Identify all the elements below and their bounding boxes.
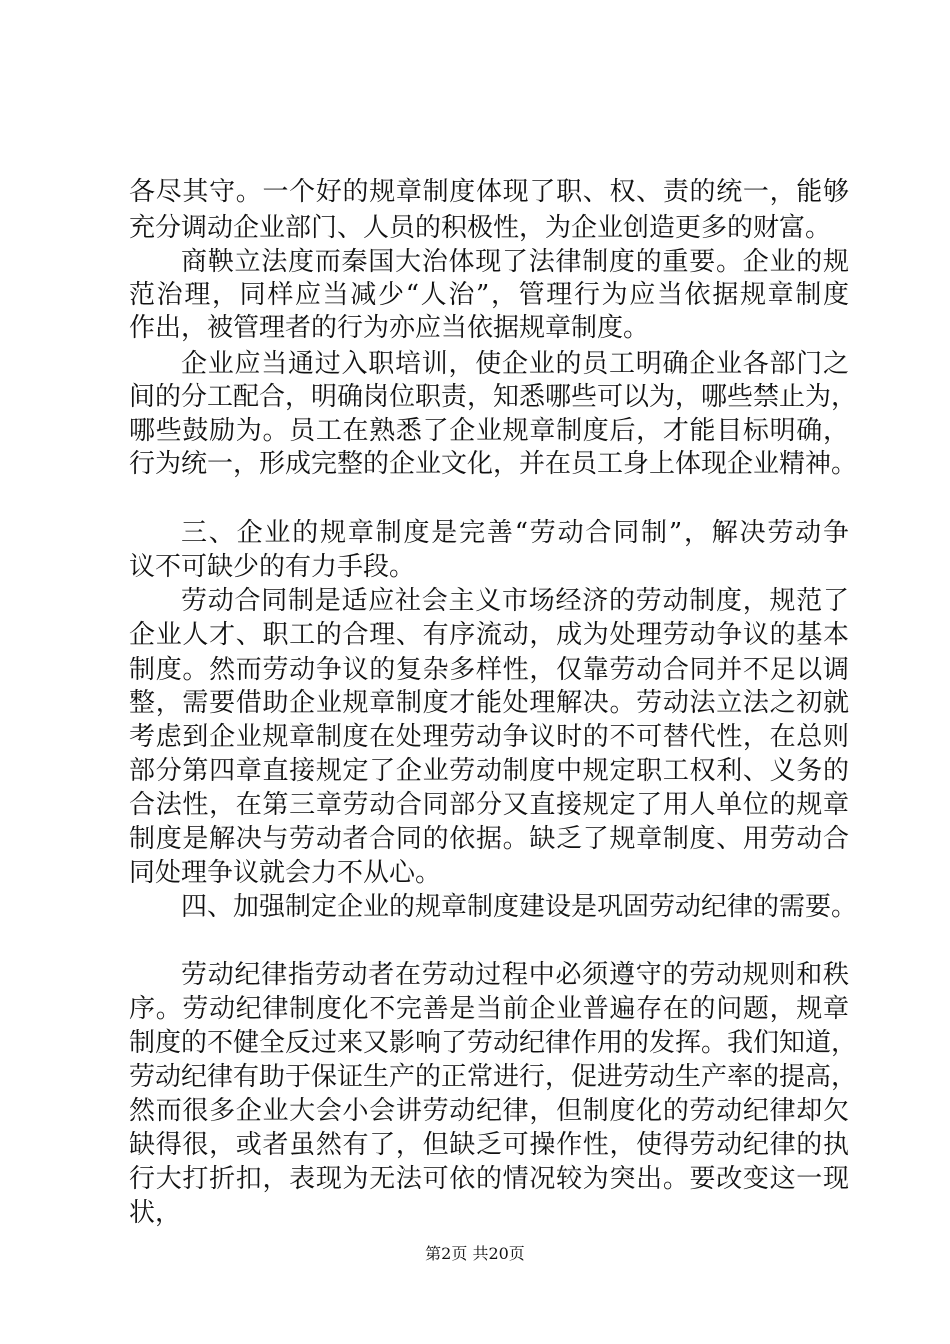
text-line: 间的分工配合，明确岗位职责，知悉哪些可以为，哪些禁止为， [129, 382, 858, 412]
text-line: 缺得很，或者虽然有了，但缺乏可操作性，使得劳动纪律的执 [129, 1130, 849, 1160]
text-line: 制度是解决与劳动者合同的依据。缺乏了规章制度、用劳动合 [129, 824, 849, 854]
text-line: 哪些鼓励为。员工在熟悉了企业规章制度后，才能目标明确， [129, 416, 849, 446]
text-line: 制度的不健全反过来又影响了劳动纪律作用的发挥。我们知道， [129, 1028, 858, 1058]
text-line: 企业人才、职工的合理、有序流动，成为处理劳动争议的基本 [129, 620, 849, 650]
text-line: 范治理，同样应当减少“人治”，管理行为应当依据规章制度 [129, 280, 849, 310]
text-line: 商鞅立法度而秦国大治体现了法律制度的重要。企业的规 [181, 247, 849, 277]
page-footer: 第2页 共20页 [425, 1244, 525, 1263]
section-heading: 三、企业的规章制度是完善“劳动合同制”，解决劳动争 [181, 518, 849, 548]
text-line: 行大打折扣，表现为无法可依的情况较为突出。要改变这一现 [129, 1164, 849, 1194]
text-line: 部分第四章直接规定了企业劳动制度中规定职工权利、义务的 [129, 756, 849, 786]
text-line: 各尽其守。一个好的规章制度体现了职、权、责的统一，能够 [129, 177, 849, 207]
text-line: 考虑到企业规章制度在处理劳动争议时的不可替代性，在总则 [129, 722, 849, 752]
text-line: 作出，被管理者的行为亦应当依据规章制度。 [129, 313, 650, 343]
section-heading: 议不可缺少的有力手段。 [129, 552, 416, 582]
text-line: 序。劳动纪律制度化不完善是当前企业普遍存在的问题，规章 [129, 994, 849, 1024]
section-heading: 四、加强制定企业的规章制度建设是巩固劳动纪律的需要。 [181, 892, 858, 922]
text-line: 合法性，在第三章劳动合同部分又直接规定了用人单位的规章 [129, 790, 849, 820]
text-line: 同处理争议就会力不从心。 [129, 858, 442, 888]
text-line: 充分调动企业部门、人员的积极性，为企业创造更多的财富。 [129, 213, 832, 243]
text-line: 状， [129, 1198, 182, 1228]
text-line: 企业应当通过入职培训，使企业的员工明确企业各部门之 [181, 349, 849, 379]
text-line: 劳动纪律指劳动者在劳动过程中必须遵守的劳动规则和秩 [181, 960, 849, 990]
text-line: 劳动纪律有助于保证生产的正常进行，促进劳动生产率的提高， [129, 1062, 858, 1092]
text-line: 整，需要借助企业规章制度才能处理解决。劳动法立法之初就 [129, 688, 849, 718]
text-line: 行为统一，形成完整的企业文化，并在员工身上体现企业精神。 [129, 449, 858, 479]
text-line: 然而很多企业大会小会讲劳动纪律，但制度化的劳动纪律却欠 [129, 1096, 849, 1126]
text-line: 劳动合同制是适应社会主义市场经济的劳动制度，规范了 [181, 586, 849, 616]
text-line: 制度。然而劳动争议的复杂多样性，仅靠劳动合同并不足以调 [129, 655, 849, 685]
